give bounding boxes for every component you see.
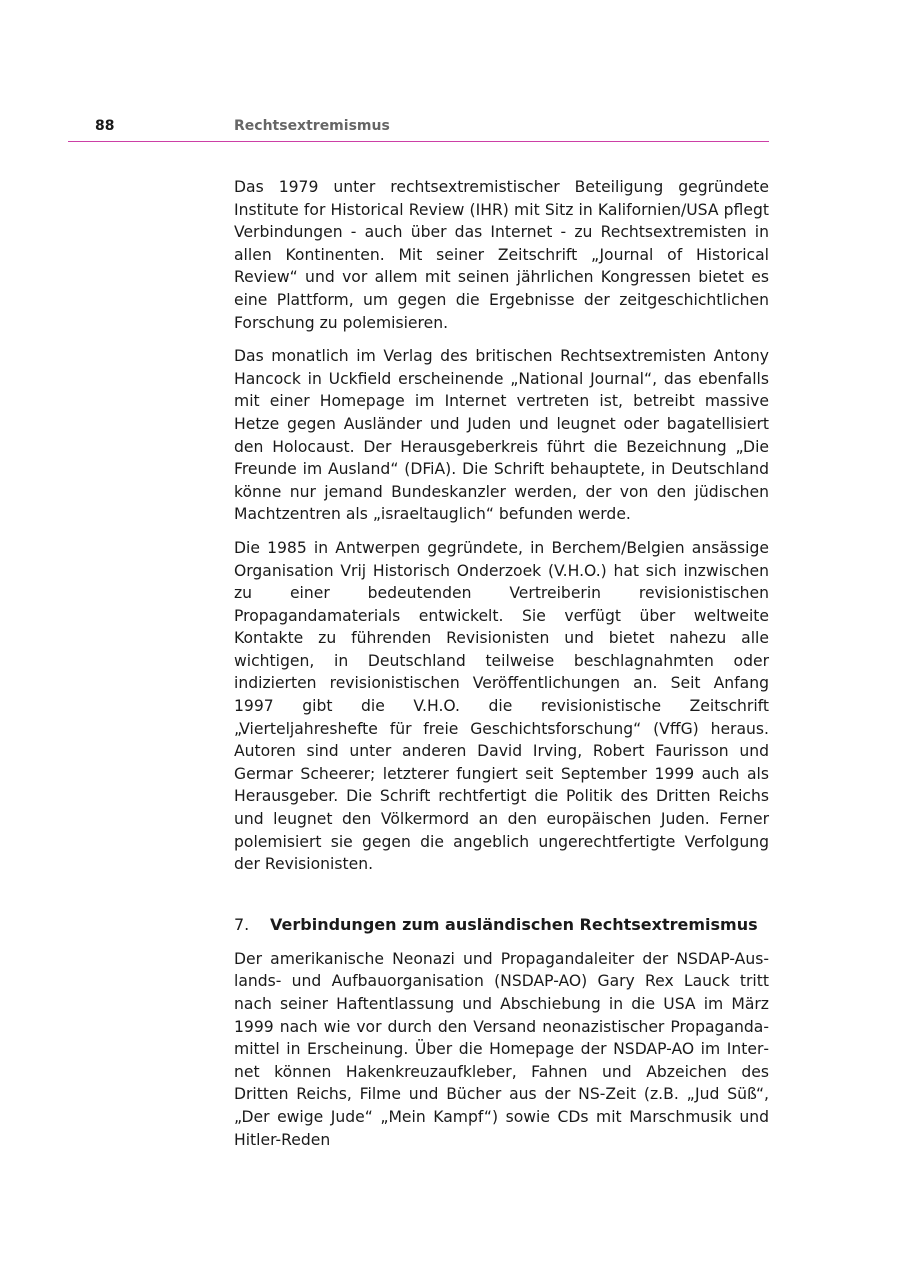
- section-heading: [234, 914, 769, 936]
- header-rule: [68, 141, 769, 142]
- page-number: 88: [95, 118, 115, 134]
- paragraph-vho: Die 1985 in Antwerpen gegründete, in Berchem/Belgien ansässige Organisation Vrij Historisch Onderzoek (V.H.O.) hat sich inzwischen zu einer bedeutenden Vertreiberin revisionistischen Propagandamaterials entwickelt. Sie verfügt über weltweite Kontakte zu führenden Revisionisten und bietet nahezu alle wichtigen, in Deutschland teilweise beschlagnahmten oder indizierten revisionistischen Veröffentlichungen an. Seit Anfang 1997 gibt die V.H.O. die revisionistische Zeitschrift „Vierteljahreshefte für freie Geschichtsforschung“ (VffG) heraus. Autoren sind unter anderen David Irving, Robert Faurisson und Germar Scheerer; letzterer fungiert seit September 1999 auch als Herausgeber. Die Schrift rechtfertigt die Politik des Dritten Reichs und leugnet den Völkermord an den europäischen Juden. Ferner polemisiert sie gegen die angeblich ungerechtfertigte Verfolgung der Revisionisten.: [234, 538, 769, 874]
- paragraph-ihr: Das 1979 unter rechtsextremistischer Beteiligung gegründete Institute for Historical Review (IHR) mit Sitz in Kalifornien/USA pflegt Verbindungen - auch über das Internet - zu Rechtsextremisten in allen Kontinenten. Mit seiner Zeitschrift „Journal of Historical Review“ und vor allem mit seinen jährlichen Kongressen bietet es eine Plattform, um gegen die Ergebnisse der zeitgeschichtlichen Forschung zu polemisieren.: [234, 178, 769, 332]
- paragraph-nsdap-ao: Der amerikanische Neonazi und Propagandaleiter der NSDAP-Auslands- und Aufbauorganisation (NSDAP-AO) Gary Rex Lauck tritt nach seiner Haftentlassung und Abschiebung in die USA im März 1999 nach wie vor durch den Versand neonazistischer Propagandamittel in Erscheinung. Über die Homepage der NSDAP-AO im Internet können Hakenkreuzaufkleber, Fahnen und Abzeichen des Dritten Reichs, Filme und Bücher aus der NS-Zeit (z.B. „Jud Süß“, „Der ewige Jude“ „Mein Kampf“) sowie CDs mit Marschmusik und Hitler-Reden: [234, 949, 769, 1149]
- body-text: [234, 176, 769, 1162]
- section-title: Verbindungen zum ausländischen Rechtsextremismus: [270, 914, 758, 934]
- paragraph-national-journal: Das monatlich im Verlag des britischen Rechtsextremisten Antony Hancock in Uckfield erscheinende „National Journal“, das ebenfalls mit einer Homepage im Internet vertreten ist, betreibt massive Hetze gegen Ausländer und Juden und leugnet oder bagatellisiert den Holocaust. Der Herausgeberkreis führt die Bezeichnung „Die Freunde im Ausland“ (DFiA). Die Schrift behauptete, in Deutschland könne nur jemand Bundeskanzler werden, der von den jüdischen Machtzentren als „israeltauglich“ befunden werde.: [234, 347, 769, 524]
- section-number: 7.: [234, 914, 250, 934]
- running-title: Rechtsextremismus: [234, 118, 390, 134]
- page-header: [68, 116, 768, 140]
